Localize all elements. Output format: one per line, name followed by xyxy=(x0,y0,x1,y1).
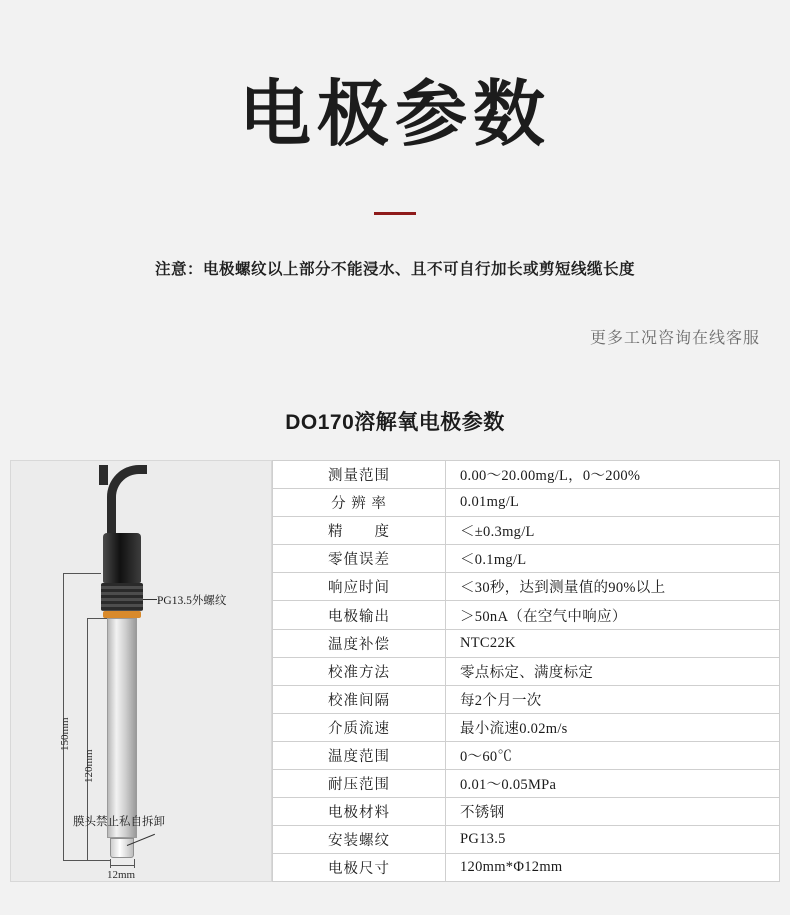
spec-label: 零值误差 xyxy=(273,545,446,573)
table-row xyxy=(273,657,780,685)
thread-callout-label: PG13.5外螺纹 xyxy=(157,595,227,607)
table-row xyxy=(273,545,780,573)
spec-value: ＜30秒，达到测量值的90%以上 xyxy=(446,573,780,601)
spec-label: 测量范围 xyxy=(273,461,446,489)
dim-width-label: 12mm xyxy=(107,869,136,881)
table-row xyxy=(273,713,780,741)
table-row xyxy=(273,770,780,798)
spec-value: 每2个月一次 xyxy=(446,685,780,713)
spec-label: 电极尺寸 xyxy=(273,854,446,882)
service-text: 更多工况咨询在线客服 xyxy=(589,330,760,347)
title-divider xyxy=(374,212,416,215)
section-subtitle: DO170溶解氧电极参数 xyxy=(285,411,505,434)
probe-cap xyxy=(103,533,141,583)
table-row xyxy=(273,685,780,713)
spec-value: ＞50nA（在空气中响应） xyxy=(446,601,780,629)
spec-value: ＜±0.3mg/L xyxy=(446,517,780,545)
dim-total-tick-top xyxy=(63,573,101,574)
spec-label: 分 辨 率 xyxy=(273,489,446,517)
table-row xyxy=(273,826,780,854)
dim-body-tick-bottom xyxy=(87,860,111,861)
probe-membrane-tip xyxy=(110,838,134,858)
dim-total-label: 150mm xyxy=(59,717,71,751)
spec-value: NTC22K xyxy=(446,629,780,657)
spec-label: 耐压范围 xyxy=(273,770,446,798)
thread-callout-lead xyxy=(143,599,157,600)
spec-value: 最小流速0.02m/s xyxy=(446,713,780,741)
spec-label: 电极材料 xyxy=(273,798,446,826)
probe-cable-end xyxy=(99,465,108,485)
probe-figure xyxy=(10,460,272,882)
spec-label: 校准间隔 xyxy=(273,685,446,713)
probe-orange-ring xyxy=(103,611,141,618)
dim-width-tick-right xyxy=(134,859,135,868)
dim-body-label: 120mm xyxy=(83,749,95,783)
table-row xyxy=(273,741,780,769)
table-row xyxy=(273,573,780,601)
table-row xyxy=(273,629,780,657)
spec-value: 0.01mg/L xyxy=(446,489,780,517)
spec-label: 响应时间 xyxy=(273,573,446,601)
probe-cable xyxy=(107,465,147,537)
table-row xyxy=(273,854,780,882)
spec-table-body xyxy=(273,461,780,882)
spec-label: 电极输出 xyxy=(273,601,446,629)
probe-drawing xyxy=(11,461,271,881)
table-row xyxy=(273,489,780,517)
spec-label: 介质流速 xyxy=(273,713,446,741)
table-row xyxy=(273,798,780,826)
spec-value: 120mm*Φ12mm xyxy=(446,854,780,882)
spec-value: ＜0.1mg/L xyxy=(446,545,780,573)
spec-value: 0～60℃ xyxy=(446,741,780,769)
membrane-callout-label: 膜头禁止私自拆卸 xyxy=(73,816,165,828)
spec-value: PG13.5 xyxy=(446,826,780,854)
spec-label: 温度范围 xyxy=(273,741,446,769)
spec-table xyxy=(272,460,780,882)
spec-label: 安装螺纹 xyxy=(273,826,446,854)
spec-value: 0.00～20.00mg/L，0～200% xyxy=(446,461,780,489)
spec-label: 校准方法 xyxy=(273,657,446,685)
spec-value: 0.01～0.05MPa xyxy=(446,770,780,798)
spec-label: 精 度 xyxy=(273,517,446,545)
table-row xyxy=(273,601,780,629)
notice-text: 注意：电极螺纹以上部分不能浸水、且不可自行加长或剪短线缆长度 xyxy=(154,261,635,278)
spec-value: 不锈钢 xyxy=(446,798,780,826)
dim-width-tick-left xyxy=(110,859,111,868)
probe-body xyxy=(107,618,137,838)
dim-width-line xyxy=(110,865,134,866)
table-row xyxy=(273,461,780,489)
table-row xyxy=(273,517,780,545)
page-title: 电极参数 xyxy=(238,72,551,156)
spec-label: 温度补偿 xyxy=(273,629,446,657)
dim-body-tick-top xyxy=(87,618,107,619)
spec-value: 零点标定、满度标定 xyxy=(446,657,780,685)
probe-thread xyxy=(101,583,143,611)
spec-content xyxy=(0,460,790,882)
